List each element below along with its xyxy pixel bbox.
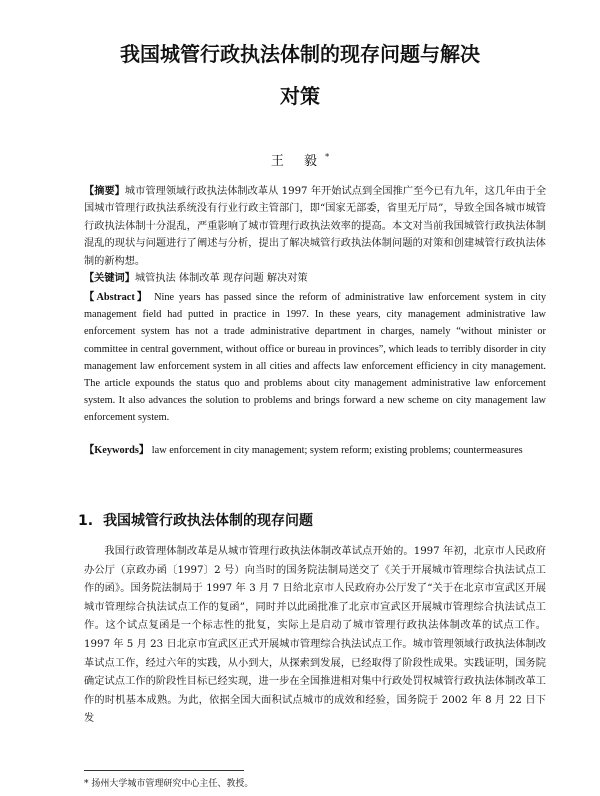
keywords-en xyxy=(84,442,546,459)
abstract-en xyxy=(84,289,546,427)
section-heading xyxy=(78,510,313,530)
section-number: 1. xyxy=(78,513,94,529)
paper-title-line-1: 我国城管行政执法体制的现存问题与解决 xyxy=(120,42,480,66)
section-title: 我国城管行政执法体制的现存问题 xyxy=(103,513,314,529)
footnote: * 扬州大学城市管理研究中心主任、教授。 xyxy=(84,779,254,789)
keywords-en-text: law enforcement in city management; system reform; existing problems; countermeasures xyxy=(151,445,523,456)
paper-title-line-2: 对策 xyxy=(280,84,320,108)
keywords-zh-label: 【关键词】 xyxy=(84,272,135,284)
keywords-en-label: 【Keywords】 xyxy=(84,445,150,456)
abstract-zh-label: 【摘要】 xyxy=(84,185,125,197)
footnote-divider xyxy=(84,770,244,771)
keywords-zh xyxy=(84,270,546,287)
author-text: 王 毅 xyxy=(270,154,326,169)
author-name xyxy=(0,150,600,169)
author-footnote-mark: * xyxy=(325,152,330,162)
body-paragraph: 我国行政管理体制改革是从城市管理行政执法体制改革试点开始的。1997 年初，北京市人民政府办公厅（京政办函〔1997〕2 号）向当时的国务院法制局送交了《关于开展城市管理综合执法试点工作的函》。国务院法制局于 1997 年 3 月 7 日给北京市人民政府办公厅发了“关于在北京市宣武区开展城市管理综合执法试点工作的复函”，同时并以此函批准了北京市宣武区开展城市管理综合执法试点工作。这个试点复函是一个标志性的批复，实际上是启动了城市管理行政执法体制改革的试点工作。1997 年 5 月 23 日北京市宣武区正式开展城市管理综合执法试点工作。城市管理领域行政执法体制改革试点工作，经过六年的实践，从小到大，从探索到发展，已经取得了阶段性成果。实践证明，国务院确定试点工作的阶段性目标已经实现，进一步在全国推进相对集中行政处罚权城管行政执法体制改革工作的时机基本成熟。为此，依据全国大面积试点城市的成效和经验，国务院于 2002 年 8 月 22 日下发 xyxy=(84,546,546,725)
keywords-zh-text: 城管执法 体制改革 现存问题 解决对策 xyxy=(134,273,308,284)
abstract-zh-text: 城市管理领域行政执法体制改革从 1997 年开始试点到全国推广至今已有九年，这几年由于全国城市管理行政执法系统没有行业行政主管部门，即“国家无部委，省里无厅局”，导致全国各城市城管行政执法体制十分混乱，严重影响了城市管理行政执法效率的提高。本文对当前我国城管行政执法体制混乱的现状与问题进行了阐述与分析，提出了解决城管行政执法体制问题的对策和创建城管行政执法体制的新构想。 xyxy=(84,186,547,267)
abstract-en-label: 【Abstract】 xyxy=(84,292,150,303)
abstract-zh xyxy=(84,183,546,270)
abstract-en-text: Nine years has passed since the reform of administrative law enforcement system in city management field had putted in practice in 1997. In these years, city management administrative law enforcement system has not a trade administrative department in charges, namely “without minister or committee in central government, without office or bureau in provinces”, which leads to terribly disorder in city management law enforcement system in all cities and affects law enforcement efficiency in city management. The article expounds the status quo and problems about city management administrative law enforcement system. It also advances the solution to problems and brings forward a new scheme on city management law enforcement system. xyxy=(84,292,546,424)
